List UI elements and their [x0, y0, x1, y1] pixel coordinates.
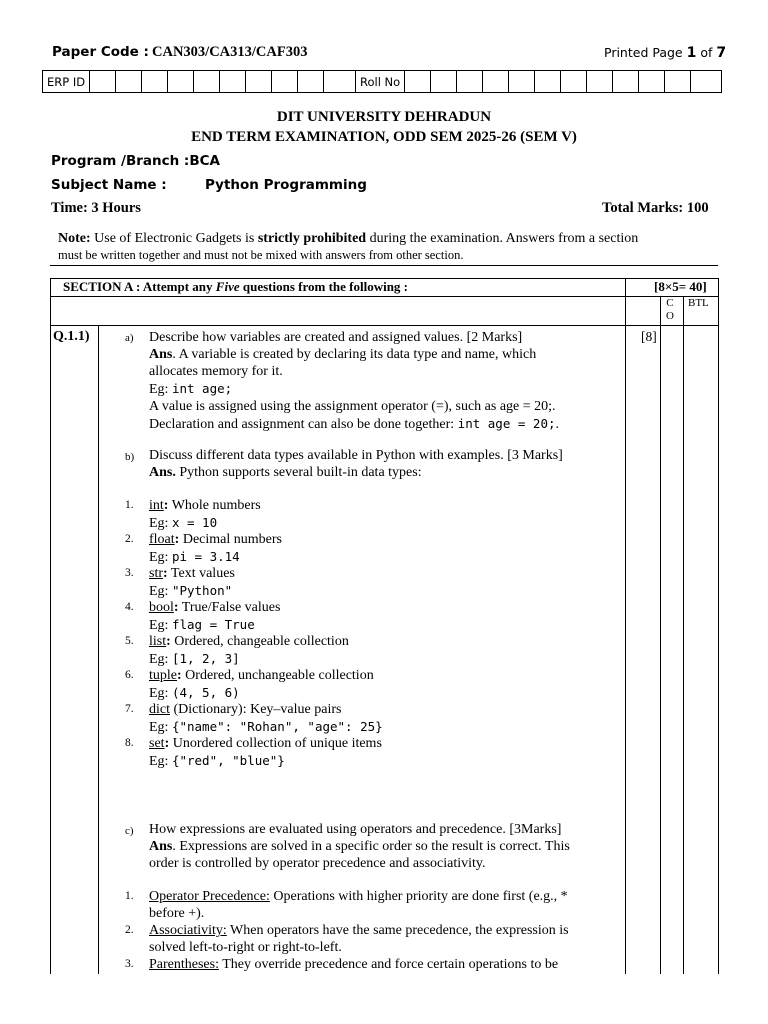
- data-type-example: [149, 514, 217, 532]
- data-type-sep: :: [163, 498, 169, 513]
- table-border: [50, 278, 51, 974]
- eg-label: Eg:: [149, 686, 172, 701]
- university-title: DIT UNIVERSITY DEHRADUN: [276, 109, 492, 125]
- answer-text: . Expressions are solved in a specific order so the result is correct. This: [172, 839, 570, 854]
- data-type-item: [149, 701, 341, 718]
- list-number: 3.: [125, 958, 134, 970]
- list-number: 2.: [125, 924, 134, 936]
- question-number: Q.1.1): [53, 329, 90, 344]
- erp-id-box[interactable]: [193, 71, 219, 92]
- erp-id-box[interactable]: [219, 71, 245, 92]
- part-b-answer: [149, 464, 624, 481]
- evaluation-desc: They override precedence and force certain operations to be: [218, 957, 559, 972]
- list-number: 2.: [125, 533, 134, 545]
- erp-id-box[interactable]: [141, 71, 167, 92]
- answer-text: . A variable is created by declaring its data type and name, which: [172, 347, 537, 362]
- erp-id-box[interactable]: [115, 71, 141, 92]
- erp-id-box[interactable]: [323, 71, 349, 92]
- part-a-answer-line2: allocates memory for it.: [149, 364, 283, 379]
- data-type-example: [149, 548, 240, 566]
- subject-value: Python Programming: [205, 177, 367, 193]
- code-snippet: (4, 5, 6): [171, 685, 240, 700]
- data-type-sep: :: [163, 566, 168, 581]
- printed-page: [604, 45, 726, 61]
- data-type-sep: :: [174, 532, 180, 547]
- data-type-name: float: [149, 532, 175, 547]
- part-a-question: Describe how variables are created and assigned values. [2 Marks]: [149, 330, 523, 345]
- table-border: [50, 325, 719, 326]
- data-type-desc: Ordered, changeable collection: [170, 634, 349, 649]
- table-border: [660, 296, 661, 974]
- evaluation-item: [149, 888, 619, 905]
- erp-id-row: [42, 70, 356, 93]
- total-marks: Total Marks: 100: [602, 200, 709, 216]
- data-type-desc: True/False values: [178, 600, 281, 615]
- list-number: 8.: [125, 737, 134, 749]
- part-a-example: [149, 380, 619, 398]
- part-c: [149, 821, 624, 872]
- paper-code-label: Paper Code :: [52, 44, 149, 60]
- data-type-item: [149, 633, 349, 650]
- data-type-desc: Unordered collection of unique items: [169, 736, 382, 751]
- data-type-sep: :: [177, 668, 182, 683]
- list-number: 4.: [125, 601, 134, 613]
- table-border: [683, 296, 684, 974]
- part-a: [149, 329, 619, 433]
- eg-label: Eg:: [149, 584, 172, 599]
- part-a-answer: [149, 346, 619, 363]
- roll-no-box[interactable]: [508, 71, 534, 92]
- code-snippet: {"name": "Rohan", "age": 25}: [171, 719, 383, 734]
- note-text-2: during the examination. Answers from a section: [366, 231, 639, 246]
- roll-no-box[interactable]: [586, 71, 612, 92]
- data-type-sep: (Dictionary):: [170, 702, 247, 717]
- data-type-example: [149, 684, 240, 702]
- divider: [50, 265, 718, 266]
- roll-no-box[interactable]: [664, 71, 690, 92]
- decl-end: .: [555, 417, 560, 432]
- data-type-name: dict: [149, 702, 170, 717]
- subject-label: Subject Name :: [51, 177, 167, 193]
- page-of: of: [696, 45, 717, 60]
- code-snippet: x = 10: [171, 515, 218, 530]
- eg-label: Eg:: [149, 382, 172, 397]
- part-b-marker: b): [125, 451, 135, 463]
- roll-no-box[interactable]: [560, 71, 586, 92]
- data-type-item: [149, 667, 374, 684]
- part-c-question: How expressions are evaluated using operators and precedence. [3Marks]: [149, 822, 562, 837]
- data-type-name: tuple: [149, 668, 177, 683]
- roll-no-box[interactable]: [534, 71, 560, 92]
- note-strong: strictly prohibited: [257, 231, 367, 246]
- list-number: 7.: [125, 703, 134, 715]
- list-number: 6.: [125, 669, 134, 681]
- erp-id-box[interactable]: [245, 71, 271, 92]
- printed-page-prefix: Printed Page: [604, 45, 687, 60]
- code-snippet: flag = True: [171, 617, 255, 632]
- part-b: [149, 447, 624, 481]
- part-c-answer: [149, 838, 624, 855]
- erp-id-box[interactable]: [167, 71, 193, 92]
- data-type-desc: Key–value pairs: [246, 702, 342, 717]
- co-header: [666, 297, 674, 323]
- part-a-decl: [149, 415, 619, 433]
- note-line-2: must be written together and must not be mixed with answers from other section.: [58, 248, 464, 262]
- data-type-example: [149, 718, 383, 736]
- program-branch: Program /Branch :BCA: [51, 153, 220, 169]
- data-type-name: str: [149, 566, 163, 581]
- btl-header: BTL: [688, 297, 709, 309]
- evaluation-term: Operator Precedence:: [149, 889, 270, 904]
- part-c-marker: c): [125, 825, 134, 837]
- data-type-item: [149, 531, 282, 548]
- page-number: 1: [686, 45, 697, 61]
- page-total: 7: [716, 45, 727, 61]
- exam-time: Time: 3 Hours: [51, 200, 141, 216]
- code-snippet: "Python": [171, 583, 233, 598]
- eg-label: Eg:: [149, 720, 172, 735]
- code-snippet: int age = 20;: [457, 416, 556, 431]
- data-type-example: [149, 616, 255, 634]
- roll-no-row: [355, 70, 722, 93]
- list-number: 1.: [125, 499, 134, 511]
- data-type-name: bool: [149, 600, 174, 615]
- roll-no-box[interactable]: [430, 71, 456, 92]
- answer-label: Ans: [149, 839, 173, 854]
- answer-label: Ans.: [149, 465, 176, 480]
- note-text: Use of Electronic Gadgets is: [90, 231, 258, 246]
- answer-text: Python supports several built-in data types:: [175, 465, 422, 480]
- section-title-b: Five: [215, 279, 240, 294]
- table-border: [718, 278, 719, 974]
- roll-no-box[interactable]: [482, 71, 508, 92]
- code-snippet: [1, 2, 3]: [171, 651, 240, 666]
- data-type-item: [149, 599, 280, 616]
- data-type-desc: Whole numbers: [168, 498, 261, 513]
- roll-no-box[interactable]: [690, 71, 716, 92]
- roll-no-box[interactable]: [404, 71, 430, 92]
- part-c-answer-line2: order is controlled by operator precedence and associativity.: [149, 856, 486, 871]
- table-border: [50, 296, 719, 297]
- roll-no-box[interactable]: [638, 71, 664, 92]
- data-type-sep: :: [173, 600, 179, 615]
- section-title-a: SECTION A : Attempt any: [63, 279, 216, 294]
- evaluation-item: [149, 956, 619, 973]
- evaluation-term: Parentheses:: [149, 957, 219, 972]
- section-title: [63, 279, 408, 295]
- section-title-c: questions from the following :: [239, 279, 409, 294]
- erp-id-box[interactable]: [271, 71, 297, 92]
- eg-label: Eg:: [149, 516, 172, 531]
- data-type-sep: :: [166, 634, 171, 649]
- data-type-item: [149, 497, 261, 514]
- data-type-sep: :: [164, 736, 170, 751]
- exam-title: END TERM EXAMINATION, ODD SEM 2025-26 (SEM V): [191, 129, 577, 145]
- data-type-name: set: [149, 736, 165, 751]
- eg-label: Eg:: [149, 754, 172, 769]
- data-type-name: list: [149, 634, 167, 649]
- erp-id-box[interactable]: [89, 71, 115, 92]
- code-snippet: {"red", "blue"}: [171, 753, 285, 768]
- question-marks: [8]: [641, 329, 657, 344]
- part-b-question: Discuss different data types available in Python with examples. [3 Marks]: [149, 448, 563, 463]
- eg-label: Eg:: [149, 550, 172, 565]
- data-type-example: [149, 582, 232, 600]
- data-type-desc: Decimal numbers: [179, 532, 282, 547]
- decl-text: Declaration and assignment can also be done together:: [149, 417, 458, 432]
- evaluation-desc-line2: before +).: [149, 906, 205, 921]
- co-letter-c: C: [666, 297, 674, 309]
- evaluation-desc: Operations with higher priority are done first (e.g., *: [269, 889, 568, 904]
- data-type-name: int: [149, 498, 164, 513]
- data-type-item: [149, 735, 382, 752]
- roll-no-box[interactable]: [612, 71, 638, 92]
- data-type-desc: Ordered, unchangeable collection: [181, 668, 374, 683]
- paper-code-value: CAN303/CA313/CAF303: [152, 44, 308, 60]
- erp-id-box[interactable]: [297, 71, 323, 92]
- note-label: Note:: [58, 231, 91, 246]
- answer-label: Ans: [149, 347, 173, 362]
- data-type-desc: Text values: [167, 566, 235, 581]
- evaluation-item: [149, 922, 619, 939]
- section-marks: [8×5= 40]: [654, 279, 707, 294]
- evaluation-desc: When operators have the same precedence, the expression is: [226, 923, 569, 938]
- note: [58, 230, 718, 264]
- data-type-item: [149, 565, 235, 582]
- part-a-assign: A value is assigned using the assignment operator (=), such as age = 20;.: [149, 399, 556, 414]
- table-border: [98, 325, 99, 974]
- co-letter-o: O: [666, 310, 674, 322]
- table-border: [625, 278, 626, 974]
- eg-label: Eg:: [149, 652, 172, 667]
- list-number: 1.: [125, 890, 134, 902]
- evaluation-desc-line2: solved left-to-right or right-to-left.: [149, 940, 342, 955]
- evaluation-term: Associativity:: [149, 923, 227, 938]
- part-a-marker: a): [125, 332, 134, 344]
- data-type-example: [149, 752, 285, 770]
- roll-no-label: Roll No: [360, 74, 401, 89]
- eg-label: Eg:: [149, 618, 172, 633]
- list-number: 5.: [125, 635, 134, 647]
- code-snippet: pi = 3.14: [171, 549, 240, 564]
- data-type-example: [149, 650, 240, 668]
- erp-id-label: ERP ID: [47, 74, 86, 89]
- list-number: 3.: [125, 567, 134, 579]
- code-snippet: int age;: [171, 381, 233, 396]
- roll-no-box[interactable]: [456, 71, 482, 92]
